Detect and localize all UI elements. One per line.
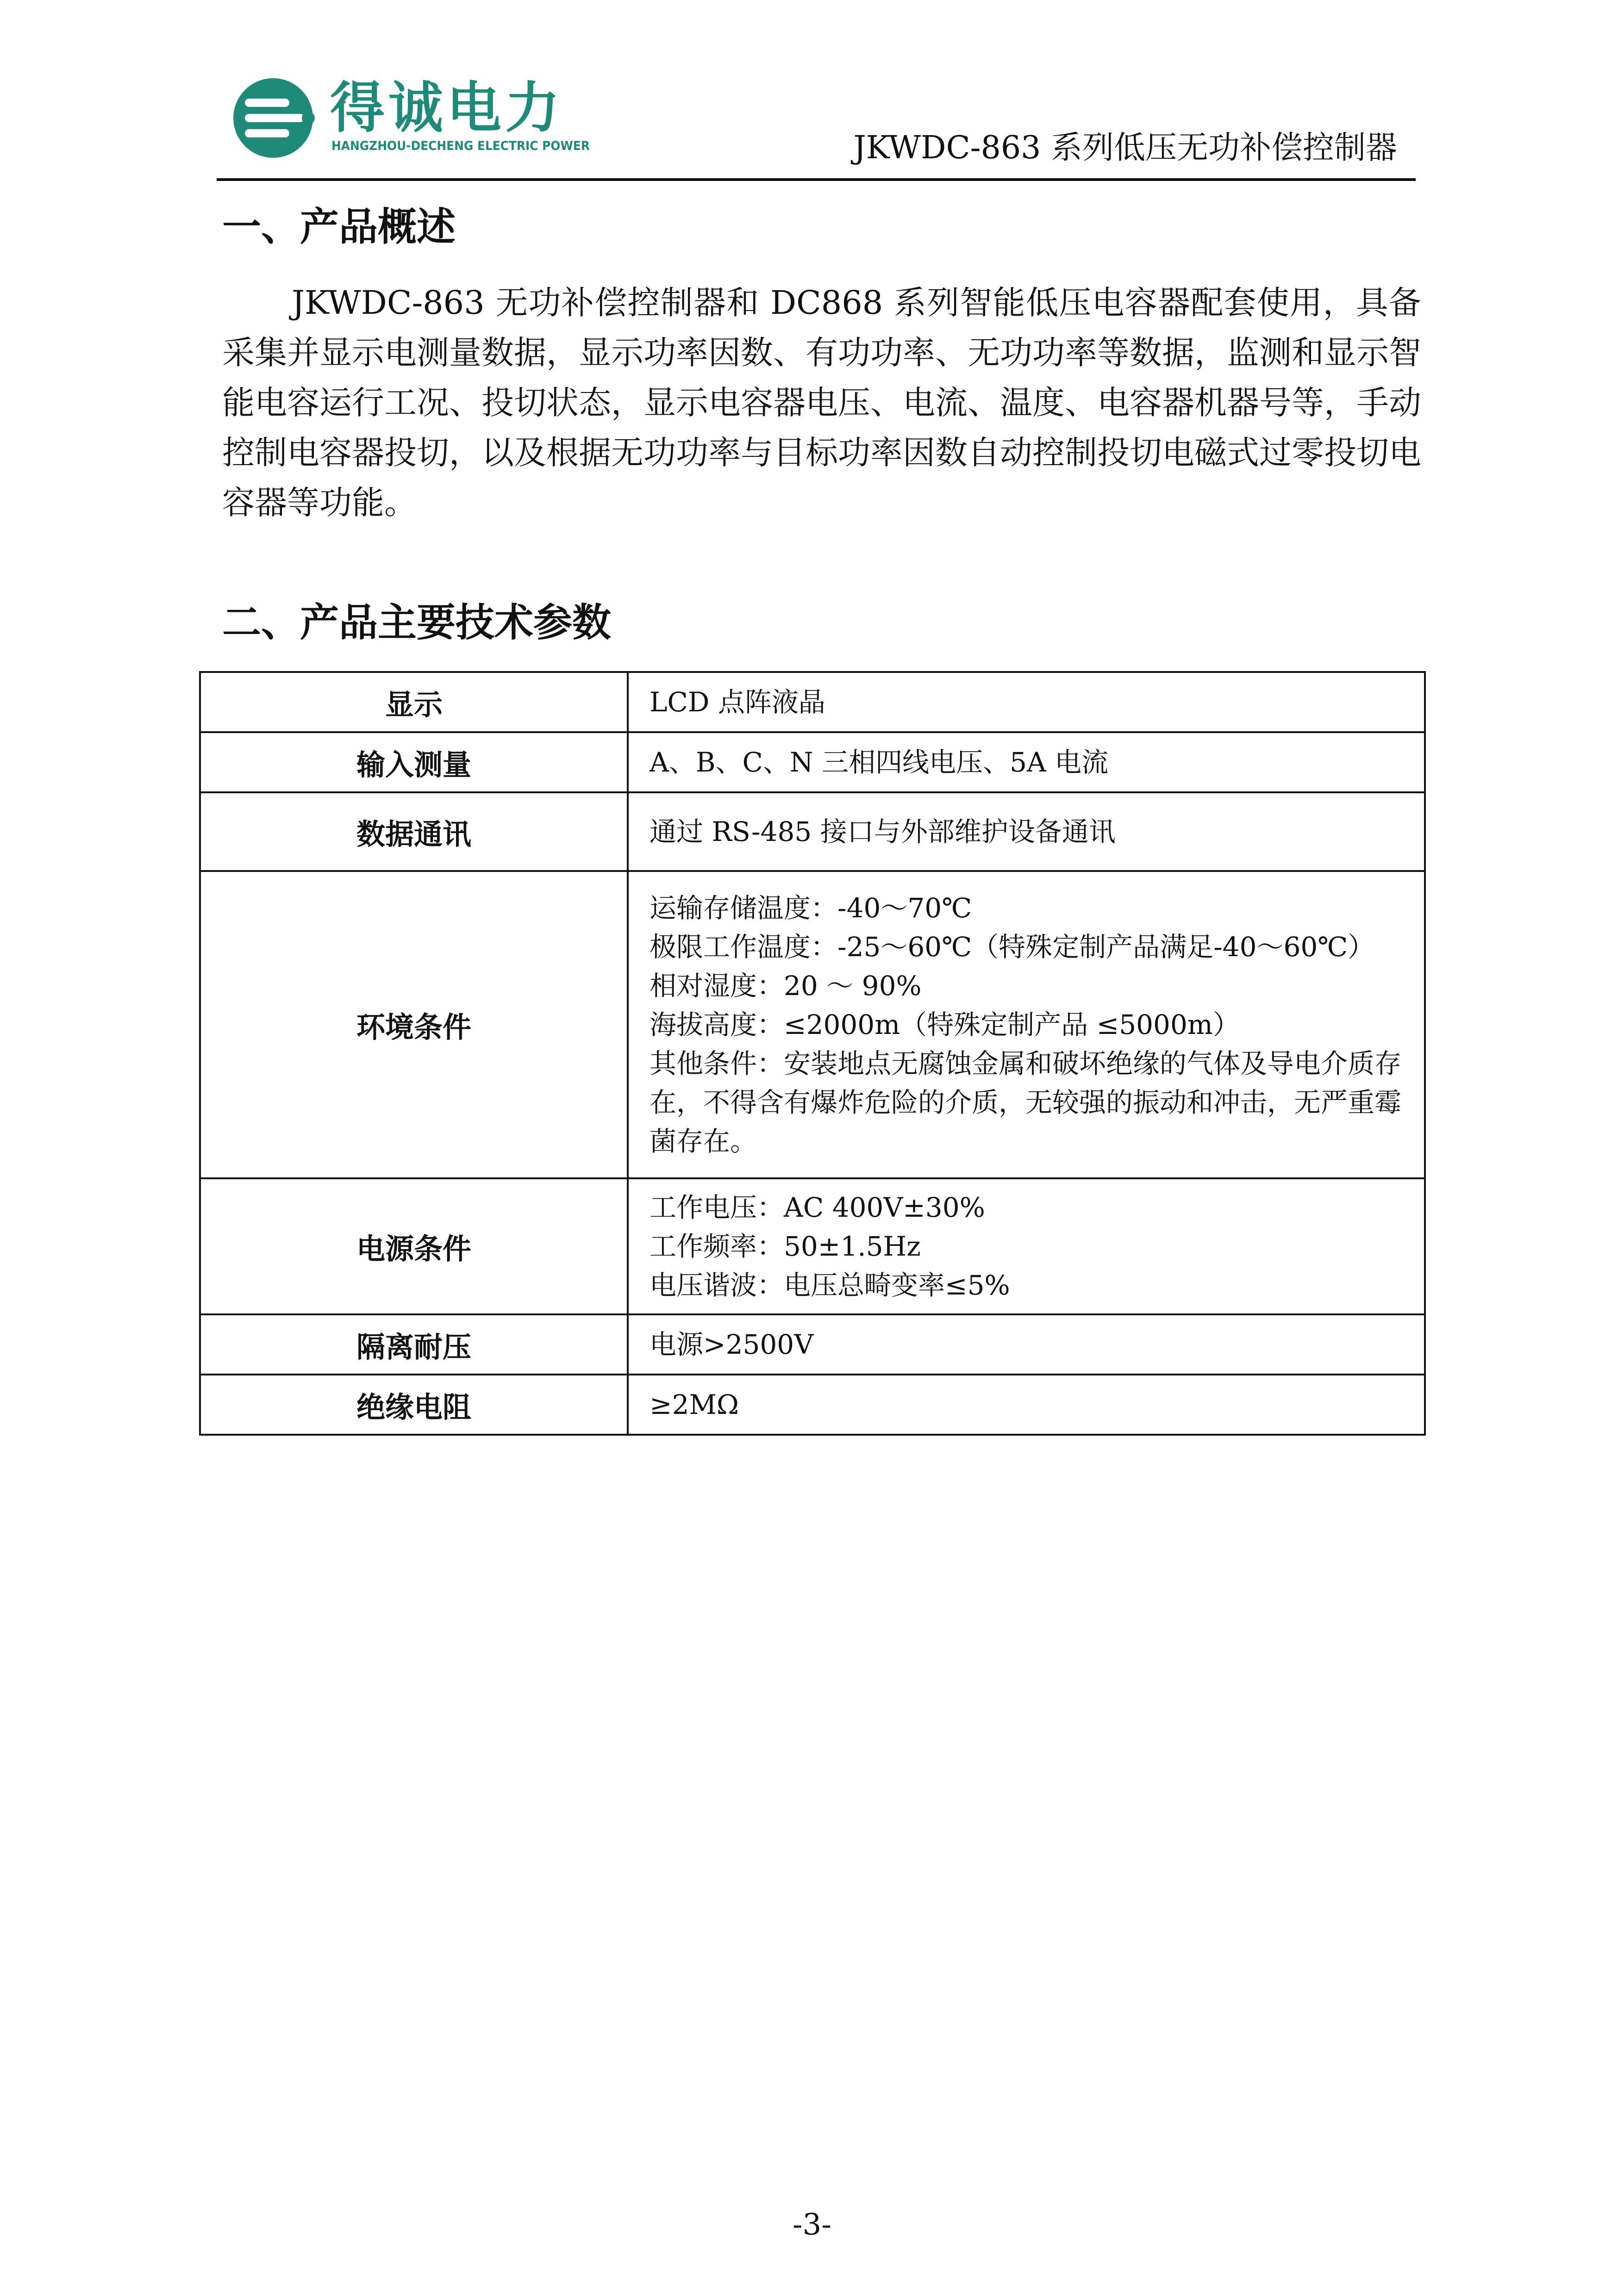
param-label: 隔离耐压 — [200, 1314, 628, 1375]
param-value-line: 电压谐波：电压总畸变率≤5% — [650, 1269, 1010, 1301]
param-value — [628, 732, 1425, 792]
table-row — [200, 871, 1425, 1178]
param-value-line: 工作电压：AC 400V±30% — [650, 1192, 985, 1223]
table-row — [200, 1178, 1425, 1314]
page-number: -3- — [793, 2208, 831, 2242]
table-row — [200, 1375, 1425, 1435]
overview-paragraph: JKWDC-863 无功补偿控制器和 DC868 系列智能低压电容器配套使用，具备采集并显示电测量数据，显示功率因数、有功功率、无功功率等数据，监测和显示智能电容运行工况、投切状态，显示电容器电压、电流、温度、电容器机器号等，手动控制电容器投切，以及根据无功功率与目标功率因数自动控制投切电磁式过零投切电容器等功能。 — [222, 284, 1421, 522]
logo-mark-icon — [231, 74, 319, 162]
param-value-line: 其他条件：安装地点无腐蚀金属和破坏绝缘的气体及导电介质存在，不得含有爆炸危险的介质，无较强的振动和冲击，无严重霉菌存在。 — [650, 1048, 1402, 1157]
param-value-line: 电源>2500V — [650, 1329, 814, 1360]
company-logo — [231, 74, 590, 162]
param-value-line: A、B、C、N 三相四线电压、5A 电流 — [650, 747, 1109, 778]
param-value — [628, 1375, 1425, 1435]
param-value — [628, 871, 1425, 1178]
table-row — [200, 732, 1425, 792]
param-value-line: 相对湿度：20 ～ 90% — [650, 970, 922, 1002]
param-value-line: 海拔高度：≤2000m（特殊定制产品 ≤5000m） — [650, 1009, 1240, 1040]
section-heading-parameters: 二、产品主要技术参数 — [222, 600, 612, 645]
table-row — [200, 792, 1425, 871]
param-label: 绝缘电阻 — [200, 1375, 628, 1435]
header-rule — [217, 178, 1416, 181]
param-label: 输入测量 — [200, 732, 628, 792]
logo-chinese-name: 得诚电力 — [330, 76, 564, 140]
param-value — [628, 1178, 1425, 1314]
param-value-line: 通过 RS-485 接口与外部维护设备通讯 — [650, 816, 1116, 847]
param-label: 数据通讯 — [200, 792, 628, 871]
table-row — [200, 672, 1425, 732]
param-value-line: 工作频率：50±1.5Hz — [650, 1231, 921, 1262]
header-document-title: JKWDC-863 系列低压无功补偿控制器 — [853, 130, 1397, 166]
param-value-line: ≥2MΩ — [650, 1389, 739, 1420]
parameters-table — [199, 671, 1426, 1436]
logo-english-name: HANGZHOU-DECHENG ELECTRIC POWER — [331, 139, 590, 153]
param-value-line: 运输存储温度：-40～70℃ — [650, 892, 972, 924]
param-value-line: LCD 点阵液晶 — [650, 686, 825, 718]
param-label: 环境条件 — [200, 871, 628, 1178]
param-value-line: 极限工作温度：-25～60℃（特殊定制产品满足-40～60℃） — [650, 931, 1375, 963]
param-label: 电源条件 — [200, 1178, 628, 1314]
param-value — [628, 1314, 1425, 1375]
param-value — [628, 792, 1425, 871]
section-heading-overview: 一、产品概述 — [222, 204, 456, 249]
param-value — [628, 672, 1425, 732]
table-row — [200, 1314, 1425, 1375]
param-label: 显示 — [200, 672, 628, 732]
